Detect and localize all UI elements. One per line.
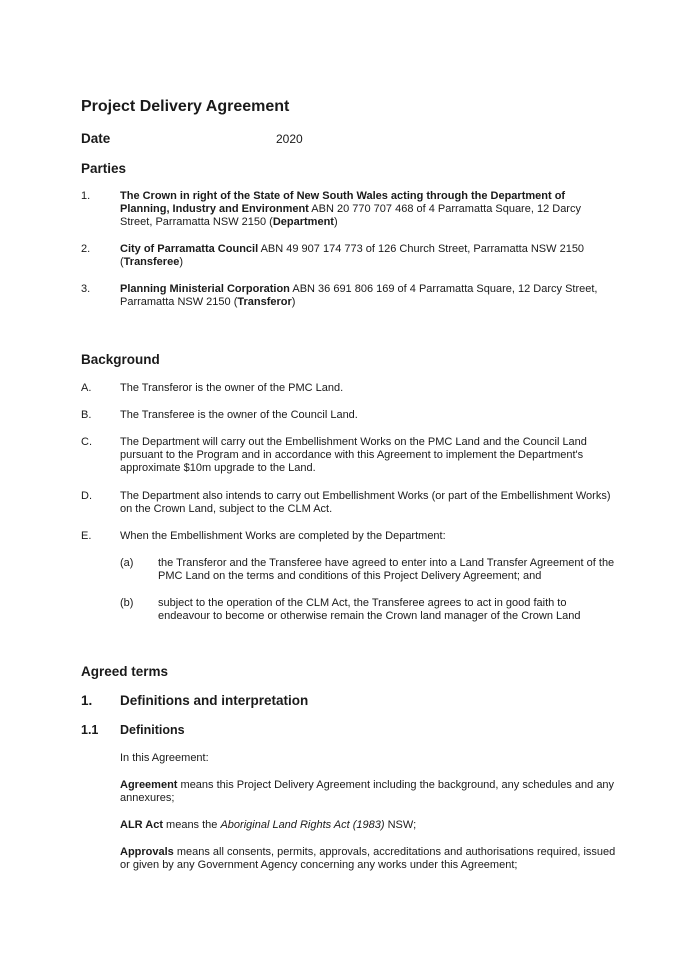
background-item: When the Embellishment Works are completed by the Department: <box>120 530 446 542</box>
parties-heading: Parties <box>81 161 127 176</box>
party-name: Planning Ministerial Corporation <box>120 283 290 295</box>
background-item: The Transferee is the owner of the Council Land. <box>120 409 358 421</box>
sub-item: the Transferor and the Transferee have agreed to enter into a Land Transfer Agreement of the PMC Land on the terms and conditions of this Project Delivery Agreement; and <box>158 557 615 582</box>
sub-item: subject to the operation of the CLM Act, the Transferee agrees to act in good faith to endeavour to become or otherwise remain the Crown land manager of the Crown Land <box>158 597 581 622</box>
party-item: Planning Ministerial Corporation ABN 36 691 806 169 of 4 Parramatta Square, 12 Darcy Street, Parramatta NSW 2150 (Transferor) <box>120 283 598 308</box>
party-name: City of Parramatta Council <box>120 243 259 255</box>
background-letter: C. <box>81 436 92 448</box>
act-title: Aboriginal Land Rights Act (1983) <box>220 819 385 831</box>
background-letter: B. <box>81 409 92 421</box>
party-name: The Crown in right of the State of New South Wales acting through the Department of Planning, Industry and Environment <box>120 190 566 215</box>
subsection-title: Definitions <box>120 723 185 737</box>
definition-approvals: Approvals means all consents, permits, approvals, accreditations and authorisations required, issued or given by any Government Agency concerning any works under this Agreement; <box>120 846 616 871</box>
sub-item-number: (b) <box>120 597 134 609</box>
party-item: City of Parramatta Council ABN 49 907 174 773 of 126 Church Street, Parramatta NSW 2150 (Transferee) <box>120 243 585 268</box>
party-details: ABN 36 691 806 169 of 4 Parramatta Square, 12 Darcy Street, Parramatta NSW 2150 ( <box>120 283 598 308</box>
definition-alr-act: ALR Act means the Aboriginal Land Rights Act (1983) NSW; <box>120 819 417 831</box>
section-number: 1. <box>81 693 93 708</box>
defined-term: Agreement <box>120 779 178 791</box>
background-letter: A. <box>81 382 92 394</box>
background-item: The Department will carry out the Embellishment Works on the PMC Land and the Council Land pursuant to the Program and in accordance with this Agreement to implement the Department's approximate $10m upgrade to the Land. <box>120 436 587 474</box>
party-number: 1. <box>81 190 91 202</box>
party-role: Transferee <box>123 256 180 268</box>
definitions-intro: In this Agreement: <box>120 752 209 764</box>
party-number: 3. <box>81 283 91 295</box>
party-details: ABN 20 770 707 468 of 4 Parramatta Square, 12 Darcy Street, Parramatta NSW 2150 ( <box>120 203 581 228</box>
party-role: Transferor <box>237 296 292 308</box>
background-letter: E. <box>81 530 92 542</box>
background-heading: Background <box>81 352 160 367</box>
background-item: The Transferor is the owner of the PMC Land. <box>120 382 344 394</box>
subsection-number: 1.1 <box>81 723 99 737</box>
background-item: The Department also intends to carry out Embellishment Works (or part of the Embellishment Works) on the Crown Land, subject to the CLM Act. <box>120 490 611 515</box>
date-value: 2020 <box>276 132 303 146</box>
definition-agreement: Agreement means this Project Delivery Agreement including the background, any schedules and any annexures; <box>120 779 615 804</box>
defined-term: Approvals <box>120 846 174 858</box>
date-label: Date <box>81 131 111 146</box>
defined-term: ALR Act <box>120 819 163 831</box>
section-title: Definitions and interpretation <box>120 693 309 708</box>
party-role: Department <box>272 216 334 228</box>
party-details: ABN 49 907 174 773 of 126 Church Street, Parramatta NSW 2150 ( <box>120 243 585 268</box>
agreed-terms-heading: Agreed terms <box>81 664 169 679</box>
background-letter: D. <box>81 490 92 502</box>
party-item: The Crown in right of the State of New South Wales acting through the Department of Planning, Industry and Environment ABN 20 770 707 468 of 4 Parramatta Square, 12 Darcy Street, Parramatta NSW 2150 (Department) <box>120 190 581 228</box>
sub-item-number: (a) <box>120 557 134 569</box>
document-title: Project Delivery Agreement <box>81 98 290 115</box>
party-number: 2. <box>81 243 91 255</box>
